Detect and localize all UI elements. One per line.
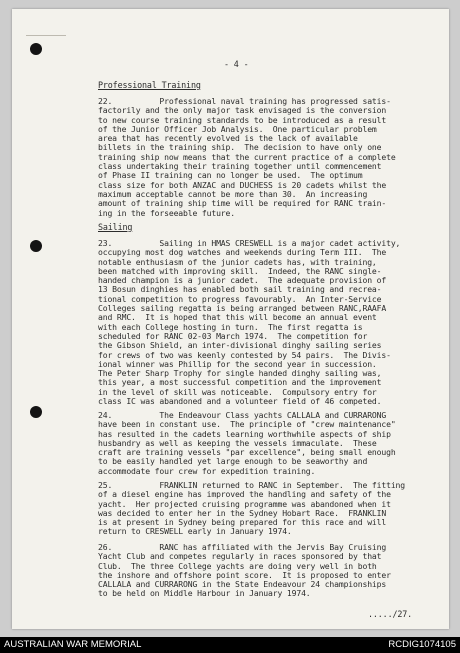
paragraph-number: 25.	[98, 481, 113, 490]
paragraph-line: yacht. Her projected cruising programme was abandoned when it	[98, 499, 391, 509]
paragraph-line: 22. Professional naval training has progressed satis-	[98, 97, 391, 106]
paragraph-line: of the Junior Officer Job Analysis. One particular problem	[98, 124, 377, 134]
paragraph-line: Yacht Club and competes regularly in races sponsored by that	[98, 552, 382, 562]
paragraph-line: have been in constant use. The principle of "crew maintenance"	[98, 420, 396, 430]
footer-institution: AUSTRALIAN WAR MEMORIAL	[4, 639, 142, 650]
paragraph-line: class undertaking their training together until commencement	[98, 162, 382, 172]
paragraph-line: area that has recently evolved is the lack of available	[98, 134, 358, 144]
punch-hole-middle	[30, 240, 42, 252]
archive-footer-bar	[0, 637, 460, 653]
paragraph-line: to be easily handled yet large enough to be seaworthy and	[98, 457, 368, 467]
paragraph-line: 25. FRANKLIN returned to RANC in September. The fitting	[98, 481, 405, 490]
paragraph-line: in the level of skill was noticeable. Compulsory entry for	[98, 387, 377, 397]
paragraph-line: 23. Sailing in HMAS CRESWELL is a major cadet activity,	[98, 239, 401, 248]
paragraph-line: the inshore and offshore point score. It is proposed to enter	[98, 570, 391, 580]
paragraph-26	[98, 543, 426, 599]
paragraph-24	[98, 411, 426, 476]
paragraph-line: handed champion is a junior cadet. The adequate provision of	[98, 276, 387, 286]
paragraph-line: occupying most dog watches and weekends during Term III. The	[98, 248, 387, 258]
paragraph-line: has resulted in the cadets learning worthwhile aspects of ship	[98, 429, 391, 439]
paragraph-line: return to CRESWELL early in January 1974.	[98, 527, 292, 537]
paragraph-line: 13 Bosun dinghies has enabled both sail training and recrea-	[98, 285, 382, 295]
paragraph-line: to be held on Middle Harbour in January 1974.	[98, 589, 311, 599]
paragraph-line: billets in the training ship. The decision to have only one	[98, 143, 382, 153]
paragraph-line: craft are training vessels "par excellence", being small enough	[98, 448, 396, 458]
paragraph-line: and RMC. It is hoped that this will become an annual event	[98, 313, 377, 323]
paragraph-line: 26. RANC has affiliated with the Jervis Bay Cruising	[98, 543, 387, 552]
paragraph-number: 26.	[98, 543, 113, 552]
paragraph-line: amount of training ship time will be required for RANC train-	[98, 199, 387, 209]
paragraph-number: 23.	[98, 239, 113, 248]
paragraph-line: factorily and the only major task envisaged is the conversion	[98, 106, 387, 116]
paragraph-23	[98, 239, 426, 406]
paragraph-line: this year, a most successful competition and the improvement	[98, 378, 382, 388]
paragraph-number: 24.	[98, 411, 113, 420]
section-heading-professional-training: Professional Training	[98, 80, 201, 90]
paragraph-line: been matched with improving skill. Indeed, the RANC single-	[98, 266, 382, 276]
footer-record-id: RCDIG1074105	[388, 639, 456, 650]
paragraph-line: of Phase II training can no longer be used. The optimum	[98, 171, 363, 181]
paragraph-line: tional competition to progress favourably. An Inter-Service	[98, 294, 382, 304]
paragraph-line: with each College hosting in turn. The first regatta is	[98, 322, 363, 332]
paragraph-line: is at present in Sydney being prepared for this race and will	[98, 518, 387, 528]
paragraph-line: to new course training standards to be introduced as a result	[98, 115, 387, 125]
paragraph-number: 22.	[98, 97, 113, 106]
paper-tear-mark	[26, 35, 66, 44]
paragraph-line: class IC was abandoned and a volunteer field of 46 competed.	[98, 397, 382, 407]
paragraph-line: scheduled for RANC 02-03 March 1974. The competition for	[98, 331, 368, 341]
punch-hole-top	[30, 43, 42, 55]
paragraph-line: class size for both ANZAC and DUCHESS is 20 cadets whilst the	[98, 180, 387, 190]
paragraph-25	[98, 481, 426, 537]
paragraph-line: husbandry as well as keeping the vessels immaculate. These	[98, 438, 377, 448]
document-page	[12, 9, 449, 629]
paragraph-line: training ship now means that the current practice of a complete	[98, 152, 396, 162]
continuation-marker: ...../27.	[368, 609, 413, 619]
paragraph-line: maximum acceptable cannot be more than 30. An increasing	[98, 189, 368, 199]
section-heading-sailing: Sailing	[98, 222, 133, 232]
paragraph-line: 24. The Endeavour Class yachts CALLALA and CURRARONG	[98, 411, 387, 420]
paragraph-line: ing in the forseeable future.	[98, 208, 235, 218]
paragraph-line: was decided to enter her in the Sydney Hobart Race. FRANKLIN	[98, 508, 387, 518]
paragraph-line: of a diesel engine has improved the handling and safety of the	[98, 490, 391, 500]
paragraph-line: accommodate four crew for expedition training.	[98, 466, 316, 476]
paragraph-line: notable enthusiasm of the junior cadets has, with training,	[98, 257, 377, 267]
paragraph-line: the Gibson Shield, an inter-divisional dinghy sailing series	[98, 341, 382, 351]
paragraph-line: Club. The three College yachts are doing very well in both	[98, 561, 377, 571]
page-number: - 4 -	[224, 59, 249, 69]
paragraph-line: The Peter Sharp Trophy for single handed dinghy sailing was,	[98, 369, 382, 379]
paragraph-22	[98, 97, 426, 218]
paragraph-line: CALLALA and CURRARONG in the State Endeavour 24 championships	[98, 580, 387, 590]
punch-hole-bottom	[30, 406, 42, 418]
paragraph-line: for crews of two was keenly contested by 54 pairs. The Divis-	[98, 350, 391, 360]
paragraph-line: ional winner was Phillip for the second year in succession.	[98, 359, 377, 369]
paragraph-line: Colleges sailing regatta is being arranged between RANC,RAAFA	[98, 304, 387, 314]
